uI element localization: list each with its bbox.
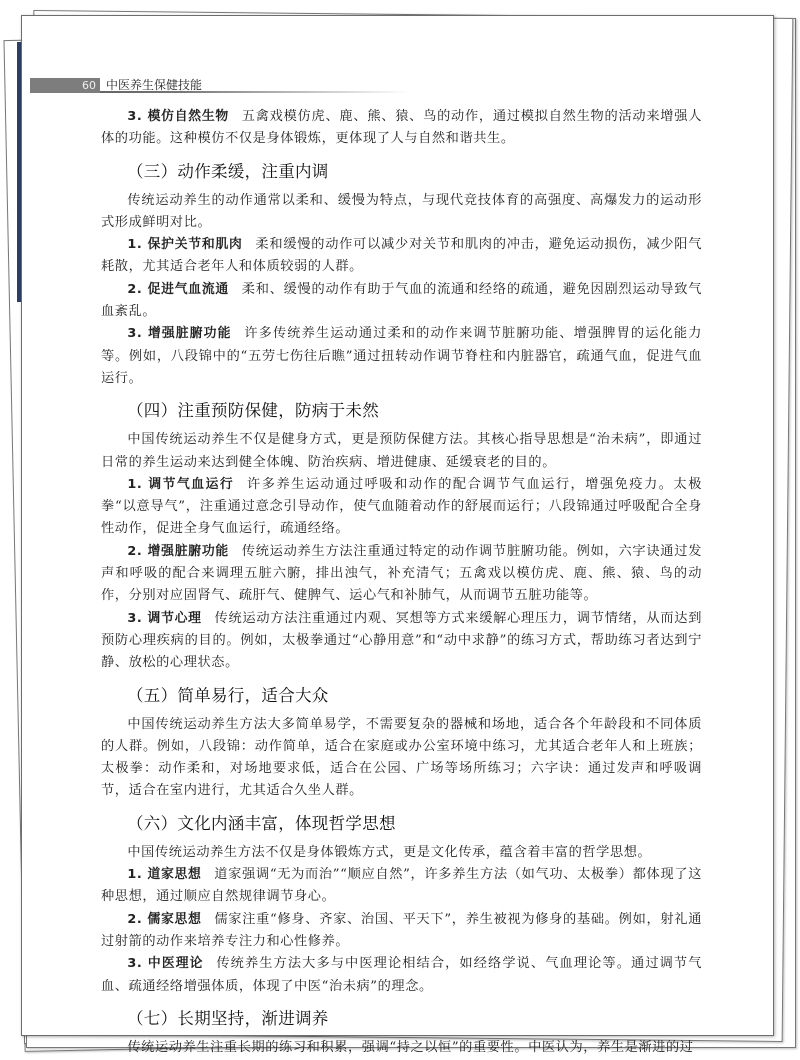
page-number: 60 xyxy=(30,78,100,93)
paragraph xyxy=(101,106,702,151)
item-lead: 3. 增强脏腑功能 xyxy=(127,326,232,342)
item-lead: 2. 增强脏腑功能 xyxy=(127,543,229,559)
book-title: 中医养生保健技能 xyxy=(106,78,203,92)
item-lead: 1. 道家思想 xyxy=(127,867,202,883)
paragraph xyxy=(101,234,702,279)
item-text: 许多传统养生运动通过柔和的动作来调节脏腑功能、增强脾胃的运化能力等。例如，八段锦中的“五劳七伤往后瞧”通过扭转动作调节脊柱和内脏器官，疏通气血，促进气血运行。 xyxy=(101,326,702,386)
item-lead: 1. 调节气血运行 xyxy=(127,476,235,492)
item-text: 许多养生运动通过呼吸和动作的配合调节气血运行，增强免疫力。太极拳“以意导气”，注重通过意念引导动作，使气血随着动作的舒展而运行；八段锦通过呼吸配合全身性动作，促进全身气血运行，疏通经络。 xyxy=(101,476,702,537)
running-header xyxy=(30,78,410,95)
section-heading: （三）动作柔缓，注重内调 xyxy=(127,161,329,181)
item-lead: 3. 模仿自然生物 xyxy=(127,109,229,124)
paragraph: 传统运动养生注重长期的练习和积累，强调“持之以恒”的重要性。中医认为，养生是渐进的过 xyxy=(127,1039,694,1055)
section-heading: （七）长期坚持，渐进调养 xyxy=(127,1008,329,1028)
item-text: 儒家注重“修身、齐家、治国、平天下”，养生被视为修身的基础。例如，射礼通过射箭的动作来培养专注力和心性修养。 xyxy=(101,911,702,949)
paragraph xyxy=(101,909,702,954)
item-text: 传统养生方法大多与中医理论相结合，如经络学说、气血理论等。通过调节气血、疏通经络增强体质，体现了中医“治未病”的理念。 xyxy=(101,956,702,994)
item-lead: 2. 促进气血流通 xyxy=(127,281,229,297)
paragraph: 中国传统运动养生方法大多简单易学，不需要复杂的器械和场地，适合各个年龄段和不同体质的人群。例如，八段锦：动作简单，适合在家庭或办公室环境中练习，尤其适合老年人和上班族；太极拳：动作柔和，对场地要求低，适合在公园、广场等场所练习；六字诀：通过发声和呼吸调节，适合在室内进行，尤其适合久坐人群。 xyxy=(101,716,702,799)
paragraph xyxy=(101,279,702,324)
item-text: 柔和、缓慢的动作有助于气血的流通和经络的疏通，避免因剧烈运动导致气血紊乱。 xyxy=(101,281,703,320)
item-text: 柔和缓慢的动作可以减少对关节和肌肉的冲击，避免运动损伤，减少阳气耗散，尤其适合老年人和体质较弱的人群。 xyxy=(101,237,702,275)
paragraph xyxy=(101,864,702,909)
item-text: 传统运动方法注重通过内观、冥想等方式来缓解心理压力，调节情绪，从而达到预防心理疾病的目的。例如，太极拳通过“心静用意”和“动中求静”的练习方式，帮助练习者达到宁静、放松的心理状态。 xyxy=(101,610,703,671)
item-lead: 3. 调节心理 xyxy=(127,610,202,626)
paragraph: 中国传统运动养生方法不仅是身体锻炼方式，更是文化传承，蕴含着丰富的哲学思想。 xyxy=(127,844,652,860)
page-content xyxy=(101,106,702,1059)
paragraph xyxy=(101,608,702,675)
paragraph xyxy=(101,474,702,541)
paragraph xyxy=(101,323,702,390)
item-text: 道家强调“无为而治”“顺应自然”，许多养生方法（如气功、太极拳）都体现了这种思想，通过顺应自然规律调节身心。 xyxy=(101,867,702,905)
paragraph: 中国传统运动养生不仅是健身方式，更是预防保健方法。其核心指导思想是“治未病”，即通过日常的养生运动来达到健全体魄、防治疾病、增进健康、延缓衰老的目的。 xyxy=(101,432,702,470)
item-text: 传统运动养生方法注重通过特定的动作调节脏腑功能。例如，六字诀通过发声和呼吸的配合来调理五脏六腑，排出浊气，补充清气；五禽戏以模仿虎、鹿、熊、猿、鸟的动作，分别对应固肾气、疏肝气、健脾气、运心气和补肺气，从而调节五脏功能等。 xyxy=(101,543,703,604)
paragraph xyxy=(101,541,702,608)
item-lead: 2. 儒家思想 xyxy=(127,911,202,927)
paragraph xyxy=(101,953,702,998)
item-text: 五禽戏模仿虎、鹿、熊、猿、鸟的动作，通过模拟自然生物的活动来增强人体的功能。这种模仿不仅是身体锻炼，更体现了人与自然和谐共生。 xyxy=(101,109,703,147)
section-heading: （六）文化内涵丰富，体现哲学思想 xyxy=(127,813,396,833)
paragraph: 传统运动养生的动作通常以柔和、缓慢为特点，与现代竞技体育的高强度、高爆发力的运动形式形成鲜明对比。 xyxy=(101,192,702,230)
section-heading: （四）注重预防保健，防病于未然 xyxy=(127,401,379,421)
item-lead: 1. 保护关节和肌肉 xyxy=(127,237,243,253)
item-lead: 3. 中医理论 xyxy=(127,956,204,972)
section-heading: （五）简单易行，适合大众 xyxy=(127,685,329,705)
book-page xyxy=(21,15,774,1055)
